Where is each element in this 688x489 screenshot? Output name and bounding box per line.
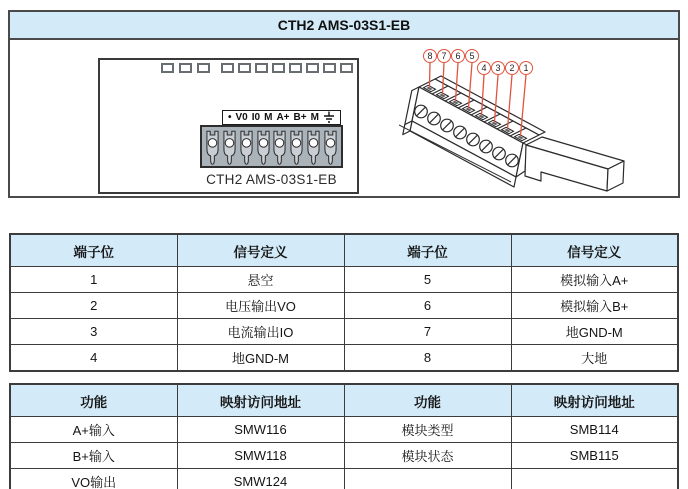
- table-cell: SMW116: [177, 417, 344, 443]
- pin-number-5: 5: [465, 49, 479, 63]
- table-cell: VO输出: [10, 469, 177, 489]
- table-row: [10, 443, 678, 469]
- pin-number-4: 4: [477, 61, 491, 75]
- table-row: [10, 267, 678, 293]
- table-cell: 悬空: [177, 267, 344, 293]
- address-mapping-table: [9, 383, 679, 489]
- column-header: 端子位: [344, 234, 511, 267]
- strip-label: V0: [235, 111, 248, 123]
- table-cell: 3: [10, 319, 177, 345]
- table-cell: SMW118: [177, 443, 344, 469]
- figure-panel: [8, 10, 680, 198]
- table-cell: 6: [344, 293, 511, 319]
- led-indicator: [221, 63, 234, 73]
- module-caption: CTH2 AMS-03S1-EB: [206, 172, 337, 187]
- module-front-view: [98, 58, 359, 194]
- led-indicator: [289, 63, 302, 73]
- terminal-label-strip: [222, 110, 341, 125]
- table-cell: B+输入: [10, 443, 177, 469]
- table-cell: 地GND-M: [511, 319, 678, 345]
- table-cell: 5: [344, 267, 511, 293]
- table-cell: 地GND-M: [177, 345, 344, 372]
- earth-ground-icon: [323, 111, 335, 124]
- pin-number-2: 2: [505, 61, 519, 75]
- led-indicator: [272, 63, 285, 73]
- table-cell: 模块类型: [344, 417, 511, 443]
- pin-number-3: 3: [491, 61, 505, 75]
- table-cell: SMW124: [177, 469, 344, 489]
- led-indicator: [238, 63, 251, 73]
- pin-number-8: 8: [423, 49, 437, 63]
- pin-number-1: 1: [519, 61, 533, 75]
- figure-title: CTH2 AMS-03S1-EB: [10, 12, 678, 40]
- led-indicator: [255, 63, 268, 73]
- table-row: [10, 417, 678, 443]
- table-header-row: [10, 384, 678, 417]
- table-cell: 模块状态: [344, 443, 511, 469]
- led-indicator: [340, 63, 353, 73]
- table-cell: 模拟输入A+: [511, 267, 678, 293]
- led-indicator: [179, 63, 192, 73]
- table-cell: 2: [10, 293, 177, 319]
- column-header: 信号定义: [177, 234, 344, 267]
- column-header: 功能: [10, 384, 177, 417]
- strip-label: M: [310, 111, 319, 123]
- table-row: [10, 469, 678, 489]
- pin-number-6: 6: [451, 49, 465, 63]
- led-indicator: [197, 63, 210, 73]
- table-cell: 4: [10, 345, 177, 372]
- screw-terminal-icon: [206, 129, 219, 166]
- screw-terminal-icon: [290, 129, 303, 166]
- screw-terminal-icon: [324, 129, 337, 166]
- column-header: 功能: [344, 384, 511, 417]
- table-cell: 模拟输入B+: [511, 293, 678, 319]
- terminal-block: [200, 125, 343, 168]
- column-header: 映射访问地址: [177, 384, 344, 417]
- led-indicator: [161, 63, 174, 73]
- led-indicator: [323, 63, 336, 73]
- table-cell: 8: [344, 345, 511, 372]
- screw-terminal-icon: [307, 129, 320, 166]
- strip-label: B+: [293, 111, 307, 123]
- table-cell: 电流输出IO: [177, 319, 344, 345]
- screw-terminal-icon: [223, 129, 236, 166]
- table-row: [10, 345, 678, 372]
- table-cell: 电压输出VO: [177, 293, 344, 319]
- table-cell: [344, 469, 511, 489]
- table-row: [10, 319, 678, 345]
- column-header: 端子位: [10, 234, 177, 267]
- table-cell: SMB114: [511, 417, 678, 443]
- column-header: 映射访问地址: [511, 384, 678, 417]
- strip-label: M: [264, 111, 273, 123]
- pin-number-7: 7: [437, 49, 451, 63]
- table-cell: A+输入: [10, 417, 177, 443]
- strip-label: A+: [276, 111, 290, 123]
- screw-terminal-icon: [273, 129, 286, 166]
- table-cell: [511, 469, 678, 489]
- table-cell: 7: [344, 319, 511, 345]
- column-header: 信号定义: [511, 234, 678, 267]
- table-row: [10, 293, 678, 319]
- strip-label: •: [228, 111, 232, 123]
- terminal-definition-table: [9, 233, 679, 372]
- led-indicator: [306, 63, 319, 73]
- table-cell: SMB115: [511, 443, 678, 469]
- screw-terminal-icon: [240, 129, 253, 166]
- screw-terminal-icon: [257, 129, 270, 166]
- strip-label: I0: [251, 111, 261, 123]
- table-header-row: [10, 234, 678, 267]
- table-cell: 大地: [511, 345, 678, 372]
- table-cell: 1: [10, 267, 177, 293]
